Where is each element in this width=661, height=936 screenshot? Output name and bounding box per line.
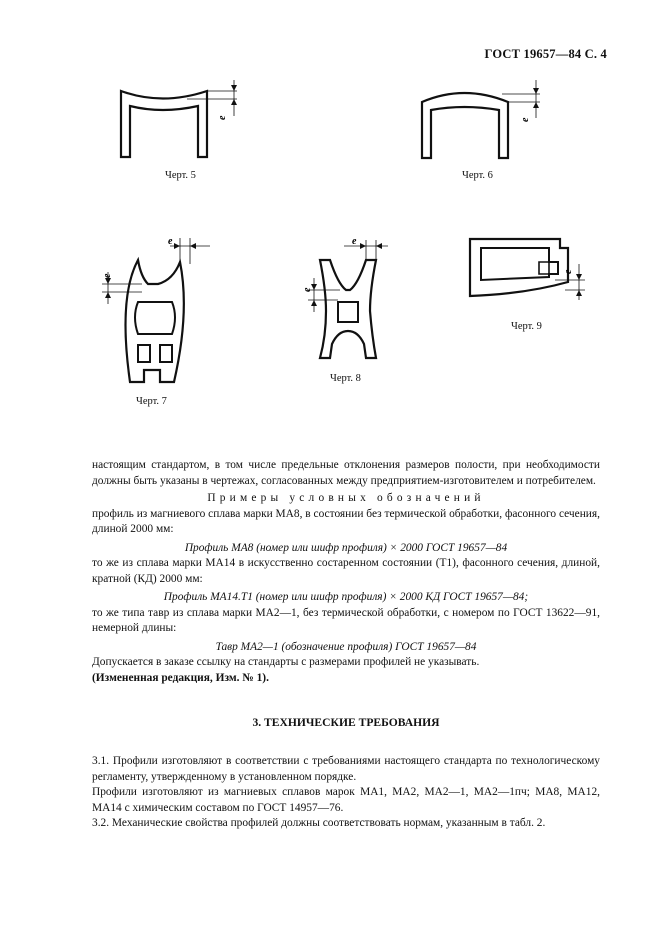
example-1-text: профиль из магниевого сплава марки МА8, в состоянии без термической обработки, фасонного сечения, длиной 2000 мм:	[92, 507, 600, 535]
body-text	[92, 458, 600, 686]
figure-7-drawing	[98, 232, 213, 387]
example-2-formula: Профиль МА14.Т1 (номер или шифр профиля) × 2000 КД ГОСТ 19657—84;	[163, 591, 529, 603]
page-header: ГОСТ 19657—84 С. 4	[484, 47, 607, 61]
examples-heading: Примеры условных обозначений	[207, 492, 485, 504]
figure-7-dim-top-label: e	[168, 236, 173, 247]
figure-9-caption: Черт. 9	[511, 321, 542, 332]
clause-3-2: 3.2. Механические свойства профилей должны соответствовать нормам, указанным в табл. 2.	[92, 817, 546, 829]
clause-3-1: 3.1. Профили изготовляют в соответствии с требованиями настоящего стандарта по технологическому регламенту, утвержденному в установленном порядке.	[92, 755, 600, 783]
clause-3-1-materials: Профили изготовляют из магниевых сплавов марок МА1, МА2, МА2—1, МА2—1пч; МА8, МА12, МА14 с химическим составом по ГОСТ 14957—76.	[92, 786, 600, 814]
figure-8-dim-top-label: e	[352, 236, 357, 247]
figure-6-dim-label: e	[520, 117, 531, 122]
example-2-text: то же из сплава марки МА14 в искусственно состаренном состоянии (Т1), фасонного сечения, длиной, кратной (КД) 2000 мм:	[92, 557, 600, 585]
figure-8-drawing	[300, 236, 400, 366]
figure-7-dim-side-label: e	[102, 273, 113, 278]
note-paragraph: Допускается в заказе ссылку на стандарты с размерами профилей не указывать.	[92, 656, 480, 668]
revision-note: (Измененная редакция, Изм. № 1).	[92, 671, 269, 684]
figure-6-caption: Черт. 6	[462, 170, 493, 181]
example-3-formula: Тавр МА2—1 (обозначение профиля) ГОСТ 19657—84	[215, 640, 477, 653]
section-3-body	[92, 754, 600, 832]
figure-9-drawing	[465, 234, 595, 309]
figure-9-dim-label: e	[563, 269, 574, 274]
figure-5-drawing	[112, 78, 247, 163]
figure-5-caption: Черт. 5	[165, 170, 196, 181]
paragraph-continuation: настоящим стандартом, в том числе предельные отклонения размеров полости, при необходимости должны быть указаны в чертежах, согласованных между предприятием-изготовителем и потребителем.	[92, 459, 600, 487]
section-3-title: 3. ТЕХНИЧЕСКИЕ ТРЕБОВАНИЯ	[252, 716, 440, 729]
figure-5-dim-label: e	[217, 115, 228, 120]
figure-8-caption: Черт. 8	[330, 373, 361, 384]
figure-6-drawing	[412, 78, 547, 163]
example-1-formula: Профиль МА8 (номер или шифр профиля) × 2000 ГОСТ 19657—84	[184, 541, 508, 554]
figure-8-dim-side-label: e	[302, 287, 313, 292]
example-3-text: то же типа тавр из сплава марки МА2—1, без термической обработки, с номером по ГОСТ 13622—91, немерной длины:	[92, 606, 600, 634]
figure-7-caption: Черт. 7	[136, 396, 167, 407]
